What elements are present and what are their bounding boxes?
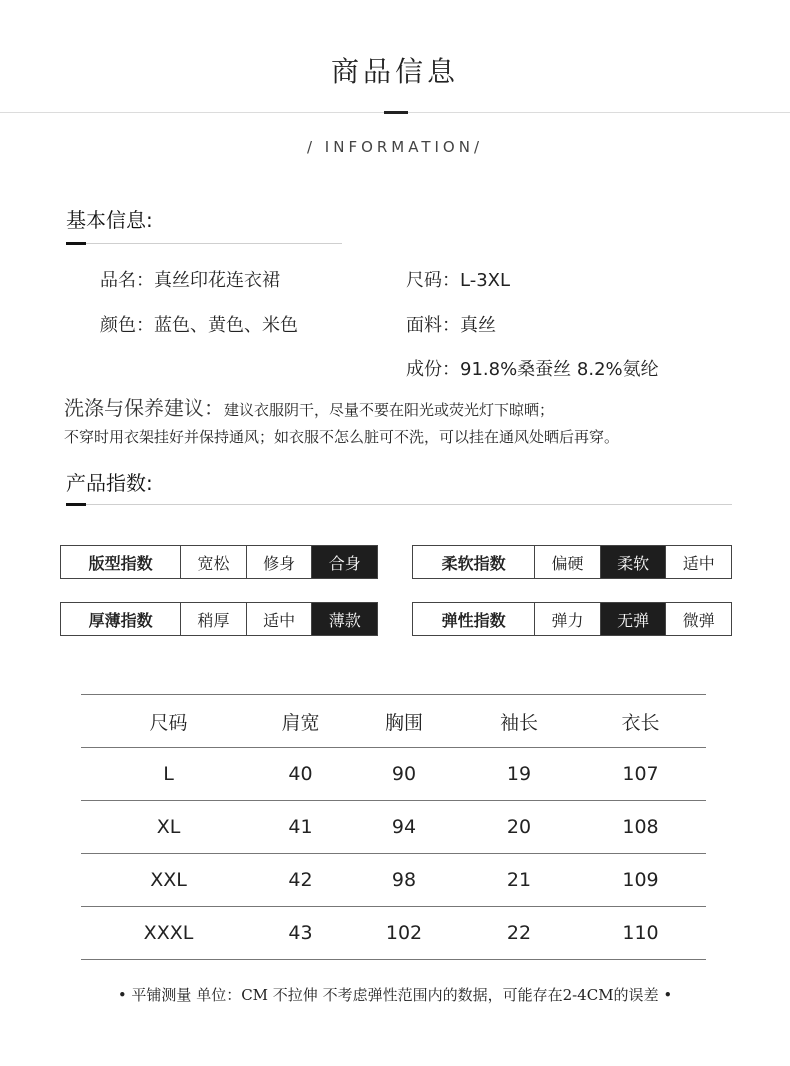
- table-cell: L: [81, 748, 256, 801]
- indices-rule: [66, 504, 732, 505]
- product-name: 品名：真丝印花连衣裙: [100, 270, 280, 291]
- product-fabric: 面料：真丝: [406, 315, 496, 336]
- table-row: [81, 748, 706, 801]
- indices-dash: [66, 503, 86, 506]
- fit-index: [60, 545, 378, 579]
- table-cell: 41: [256, 801, 345, 854]
- care-line-1: [64, 392, 554, 421]
- thickness-option-thin-selected: 薄款: [311, 603, 377, 635]
- size-table-header-row: [81, 695, 706, 748]
- table-cell: 19: [463, 748, 575, 801]
- page-subtitle: / INFORMATION/: [306, 138, 484, 156]
- table-cell: 21: [463, 854, 575, 907]
- care-heading: 洗涤与保养建议：: [64, 396, 224, 420]
- table-cell: 22: [463, 907, 575, 960]
- measurement-footnote: • 平铺测量 单位：CM 不拉伸 不考虑弹性范围内的数据，可能存在2-4CM的误差 •: [117, 986, 673, 1004]
- elasticity-option-slight: 微弹: [665, 603, 731, 635]
- size-header-bust: 胸围: [345, 695, 463, 748]
- thickness-option-medium: 适中: [246, 603, 312, 635]
- basic-info-heading: 基本信息:: [66, 208, 153, 232]
- basic-info-rule: [66, 243, 342, 244]
- table-cell: 94: [345, 801, 463, 854]
- table-row: [81, 854, 706, 907]
- fit-option-slim: 修身: [246, 546, 312, 578]
- softness-index: [412, 545, 732, 579]
- indices-heading: 产品指数:: [66, 471, 153, 495]
- fit-option-loose: 宽松: [180, 546, 246, 578]
- size-header-size: 尺码: [81, 695, 256, 748]
- thickness-index-label: 厚薄指数: [88, 610, 153, 630]
- table-cell: 107: [575, 748, 706, 801]
- product-size-range: 尺码：L-3XL: [406, 270, 511, 291]
- size-header-shoulder: 肩宽: [256, 695, 345, 748]
- size-header-sleeve: 袖长: [463, 695, 575, 748]
- care-text-2: 不穿时用衣架挂好并保持通风；如衣服不怎么脏可不洗，可以挂在通风处晒后再穿。: [64, 428, 620, 446]
- product-composition: 成份：91.8%桑蚕丝 8.2%氨纶: [406, 359, 659, 380]
- table-cell: 110: [575, 907, 706, 960]
- table-cell: XL: [81, 801, 256, 854]
- product-colors: 颜色：蓝色、黄色、米色: [100, 315, 298, 336]
- softness-option-medium: 适中: [665, 546, 731, 578]
- size-header-length: 衣长: [575, 695, 706, 748]
- page-title: 商品信息: [330, 55, 459, 88]
- table-cell: 40: [256, 748, 345, 801]
- softness-option-stiff: 偏硬: [534, 546, 600, 578]
- basic-info-dash: [66, 242, 86, 245]
- table-cell: XXXL: [81, 907, 256, 960]
- table-cell: 102: [345, 907, 463, 960]
- elasticity-index-label: 弹性指数: [441, 610, 506, 630]
- table-row: [81, 801, 706, 854]
- table-cell: 42: [256, 854, 345, 907]
- table-cell: 90: [345, 748, 463, 801]
- softness-option-soft-selected: 柔软: [600, 546, 666, 578]
- table-cell: 98: [345, 854, 463, 907]
- table-cell: 108: [575, 801, 706, 854]
- elasticity-index: [412, 602, 732, 636]
- title-accent-dash: [384, 111, 408, 114]
- table-row: [81, 907, 706, 960]
- thickness-option-thick: 稍厚: [180, 603, 246, 635]
- softness-index-label: 柔软指数: [441, 553, 506, 573]
- thickness-index: [60, 602, 378, 636]
- elasticity-option-none-selected: 无弹: [600, 603, 666, 635]
- size-table: [81, 694, 706, 960]
- fit-option-regular-selected: 合身: [311, 546, 377, 578]
- table-cell: 20: [463, 801, 575, 854]
- table-cell: 43: [256, 907, 345, 960]
- elasticity-option-stretch: 弹力: [534, 603, 600, 635]
- fit-index-label: 版型指数: [88, 553, 153, 573]
- table-cell: XXL: [81, 854, 256, 907]
- care-text-1: 建议衣服阴干，尽量不要在阳光或荧光灯下晾晒；: [224, 401, 555, 419]
- table-cell: 109: [575, 854, 706, 907]
